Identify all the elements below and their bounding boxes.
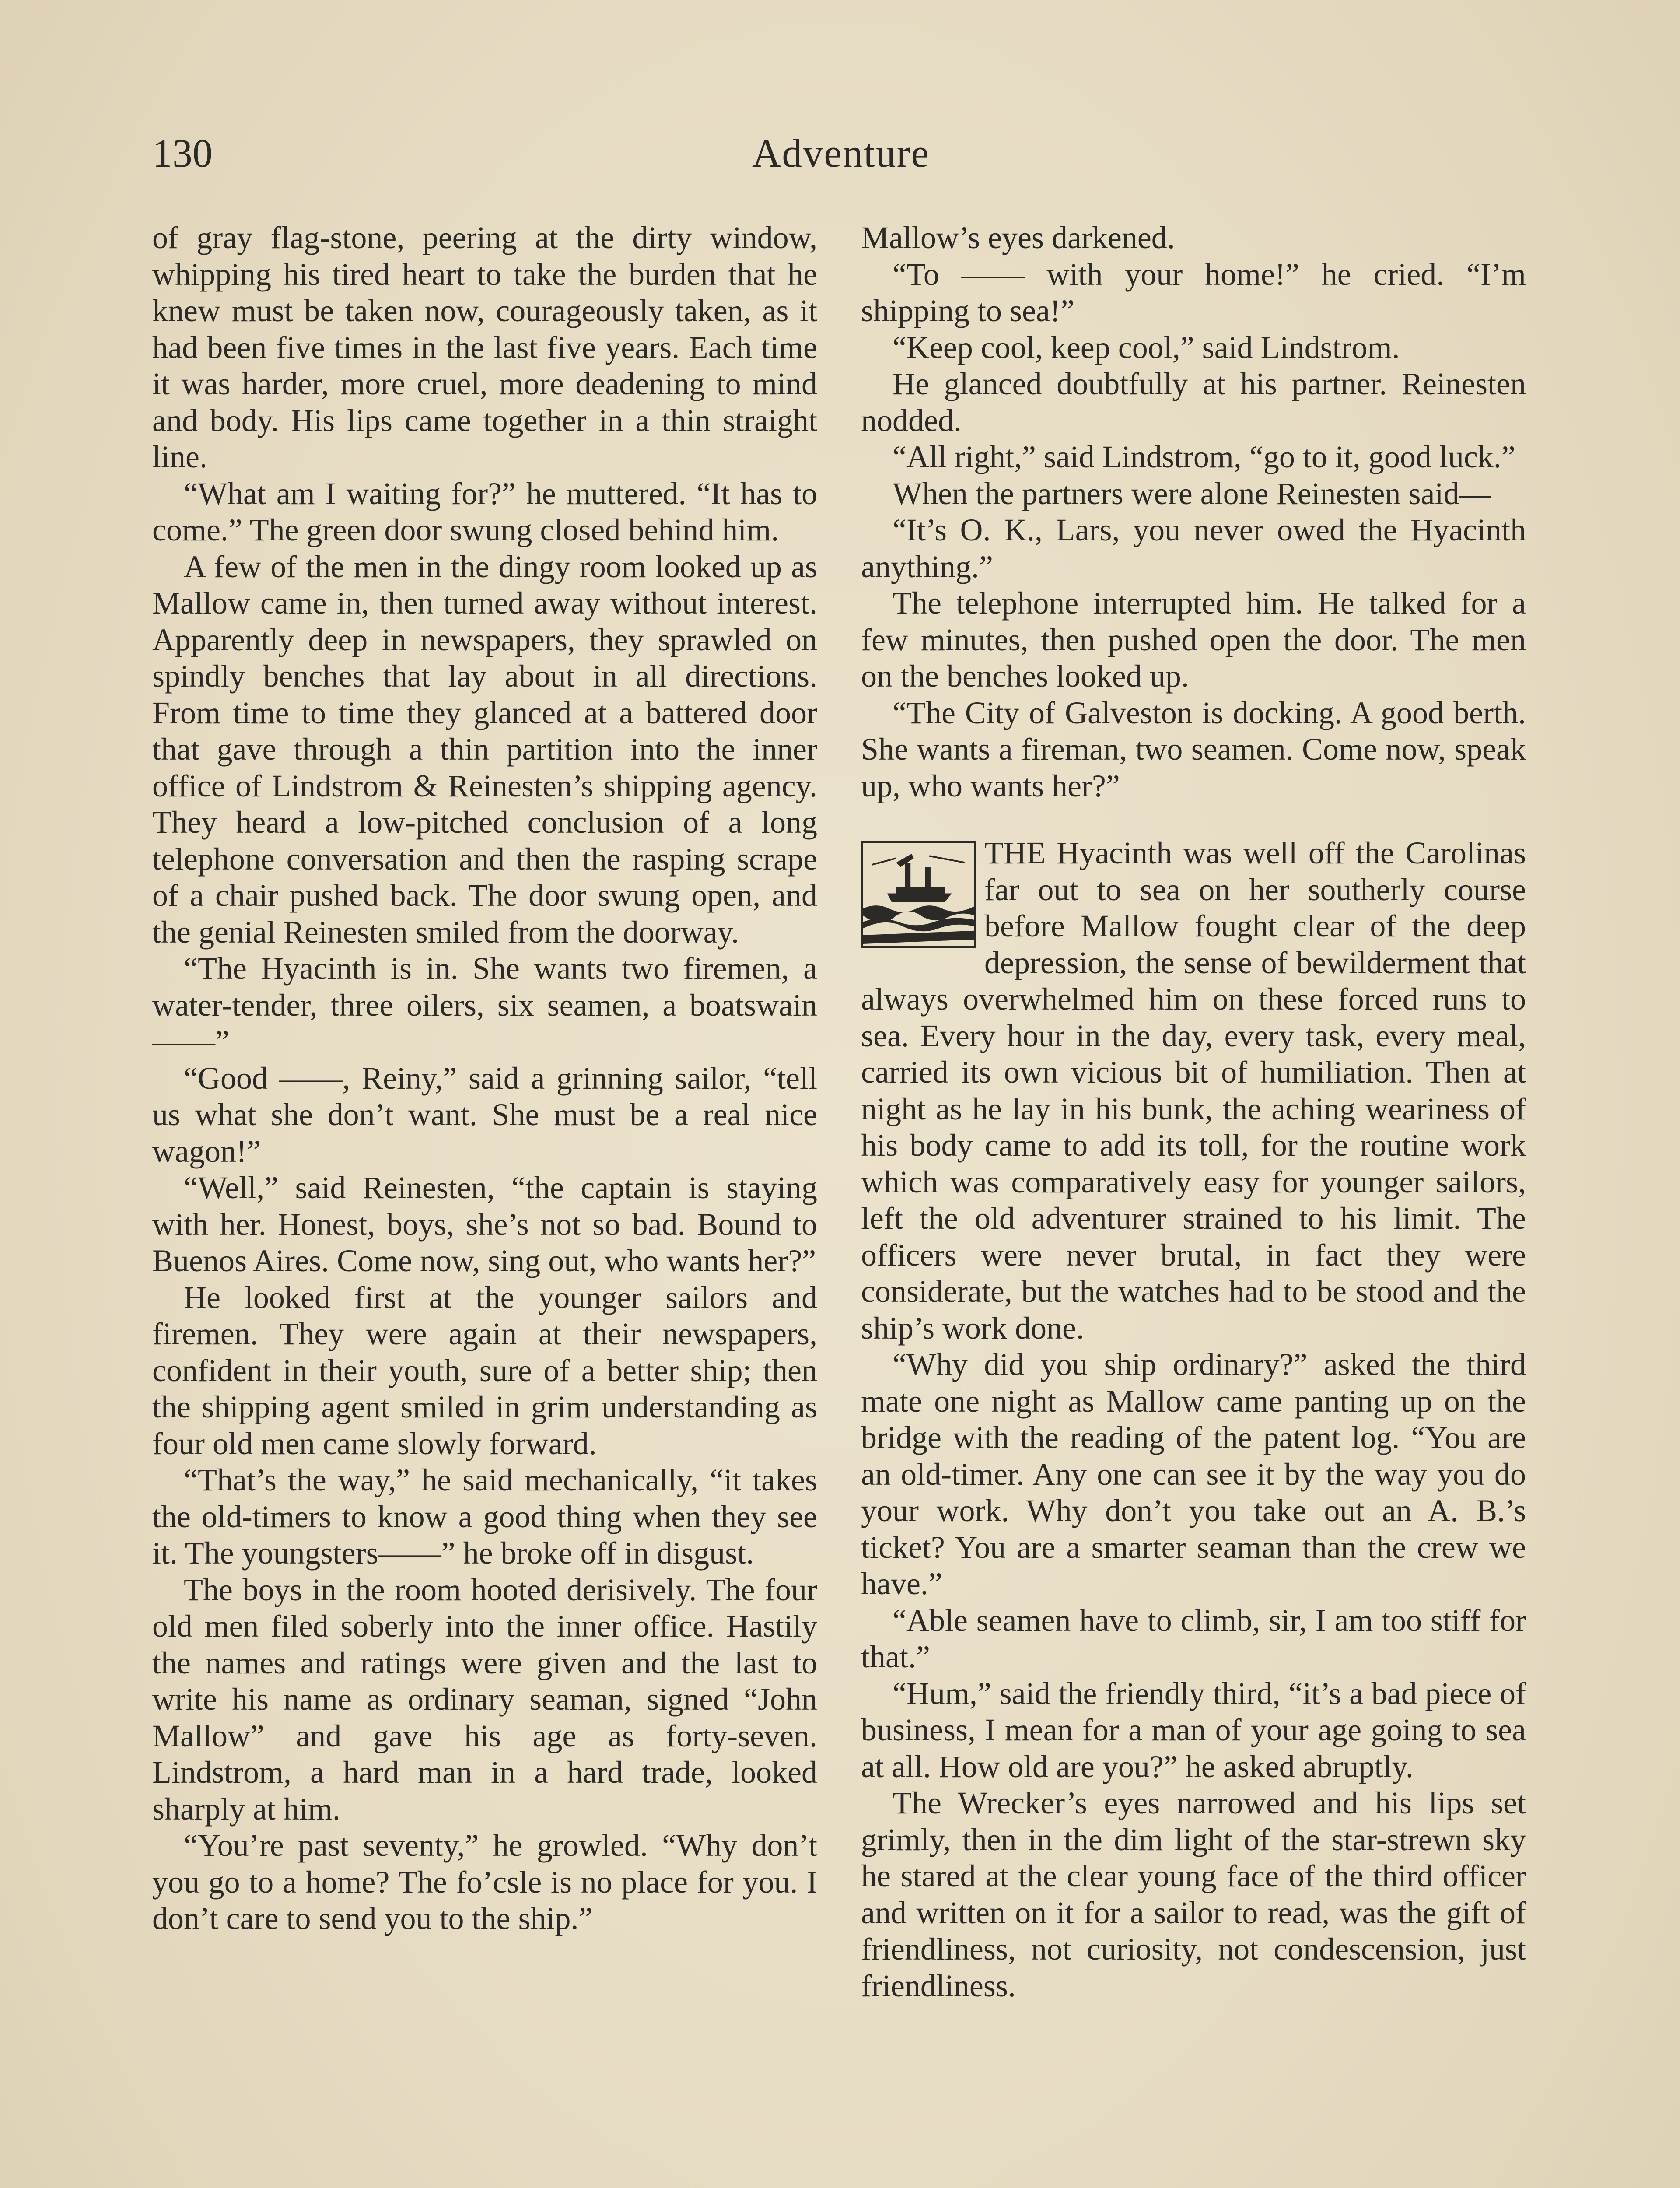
- paragraph: A few of the men in the dingy room looked up as Mallow came in, then turned away without interest. Apparently deep in newspapers, they sprawled on spindly benches that lay about in all directions. From time to time they glanced at a battered door that gave through a thin partition into the inner office of Lindstrom & Reinesten’s shipping agency. They heard a low-pitched conclusion of a long telephone conversation and then the rasping scrape of a chair pushed back. The door swung open, and the genial Reinesten smiled from the doorway.: [152, 549, 817, 950]
- steamship-illustration-icon: [861, 841, 976, 948]
- paragraph: “It’s O. K., Lars, you never owed the Hyacinth anything.”: [861, 512, 1526, 584]
- paragraph: “You’re past seventy,” he growled. “Why don’t you go to a home? The fo’csle is no place for you. I don’t care to send you to the ship.”: [152, 1828, 817, 1936]
- paragraph: of gray flag-stone, peering at the dirty window, whipping his tired heart to take the burden that he knew must be taken now, courageously taken, as it had been five times in the last five years. Each time it was harder, more cruel, more deadening to mind and body. His lips came together in a thin straight line.: [152, 220, 817, 474]
- paragraph: The Wrecker’s eyes narrowed and his lips set grimly, then in the dim light of the star-strewn sky he stared at the clear young face of the third officer and written on it for a sailor to read, was the gift of friendliness, not curiosity, not condescension, just friendliness.: [861, 1785, 1526, 2003]
- paragraph: “To —— with your home!” he cried. “I’m shipping to sea!”: [861, 256, 1526, 328]
- section-opening-paragraph: [861, 835, 1526, 1346]
- left-column: [152, 220, 817, 1937]
- section-opening-text: THE Hyacinth was well off the Carolinas far out to sea on her southerly course before Mallow fought clear of the deep depression, the sense of bewilderment that always overwhelmed him on these forced runs to sea. Every hour in the day, every task, every meal, carried its own vicious bit of humiliation. Then at night as he lay in his bunk, the aching weariness of his body came to add its toll, for the routine work which was comparatively easy for younger sailors, left the old adventurer strained to his limit. The officers were never brutal, in fact they were considerate, but the watches had to be stood and the ship’s work done.: [861, 835, 1526, 1346]
- paragraph: “Well,” said Reinesten, “the captain is staying with her. Honest, boys, she’s not so bad. Bound to Buenos Aires. Come now, sing out, who wants her?”: [152, 1170, 817, 1278]
- running-head: Adventure: [752, 131, 930, 175]
- paragraph: “Hum,” said the friendly third, “it’s a bad piece of business, I mean for a man of your age going to sea at all. How old are you?” he asked abruptly.: [861, 1676, 1526, 1784]
- paragraph: “That’s the way,” he said mechanically, “it takes the old-timers to know a good thing when they see it. The youngsters——” he broke off in disgust.: [152, 1462, 817, 1571]
- paragraph: “Why did you ship ordinary?” asked the third mate one night as Mallow came panting up on the bridge with the reading of the patent log. “You are an old-timer. Any one can see it by the way you do your work. Why don’t you take out an A. B.’s ticket? You are a smarter seaman than the crew we have.”: [861, 1347, 1526, 1601]
- paragraph: The boys in the room hooted derisively. The four old men filed soberly into the inner office. Hastily the names and ratings were given and the last to write his name as ordinary seaman, signed “John Mallow” and gave his age as forty-seven. Lindstrom, a hard man in a hard trade, looked sharply at him.: [152, 1572, 817, 1827]
- paragraph: “Able seamen have to climb, sir, I am too stiff for that.”: [861, 1602, 1526, 1674]
- paragraph: The telephone interrupted him. He talked for a few minutes, then pushed open the door. The men on the benches looked up.: [861, 586, 1526, 694]
- paragraph: “Keep cool, keep cool,” said Lindstrom.: [892, 330, 1400, 365]
- paragraph: “Good ——, Reiny,” said a grinning sailor, “tell us what she don’t want. She must be a real nice wagon!”: [152, 1060, 817, 1169]
- page-number: 130: [152, 131, 213, 175]
- paragraph: “The Hyacinth is in. She wants two firemen, a water-tender, three oilers, six seamen, a boatswain——”: [152, 951, 817, 1059]
- paragraph: “The City of Galveston is docking. A good berth. She wants a fireman, two seamen. Come now, speak up, who wants her?”: [861, 695, 1526, 803]
- paragraph: He looked first at the younger sailors and firemen. They were again at their newspapers, confident in their youth, sure of a better ship; then the shipping agent smiled in grim understanding as four old men came slowly forward.: [152, 1280, 817, 1461]
- paragraph: “What am I waiting for?” he muttered. “It has to come.” The green door swung closed behind him.: [152, 476, 817, 547]
- paragraph: He glanced doubtfully at his partner. Reinesten nodded.: [861, 366, 1526, 438]
- paragraph: “All right,” said Lindstrom, “go to it, good luck.”: [892, 439, 1516, 474]
- paragraph: When the partners were alone Reinesten said—: [892, 476, 1491, 511]
- paragraph: Mallow’s eyes darkened.: [861, 220, 1175, 255]
- page-header: [152, 127, 1530, 188]
- right-column: [861, 220, 1526, 2004]
